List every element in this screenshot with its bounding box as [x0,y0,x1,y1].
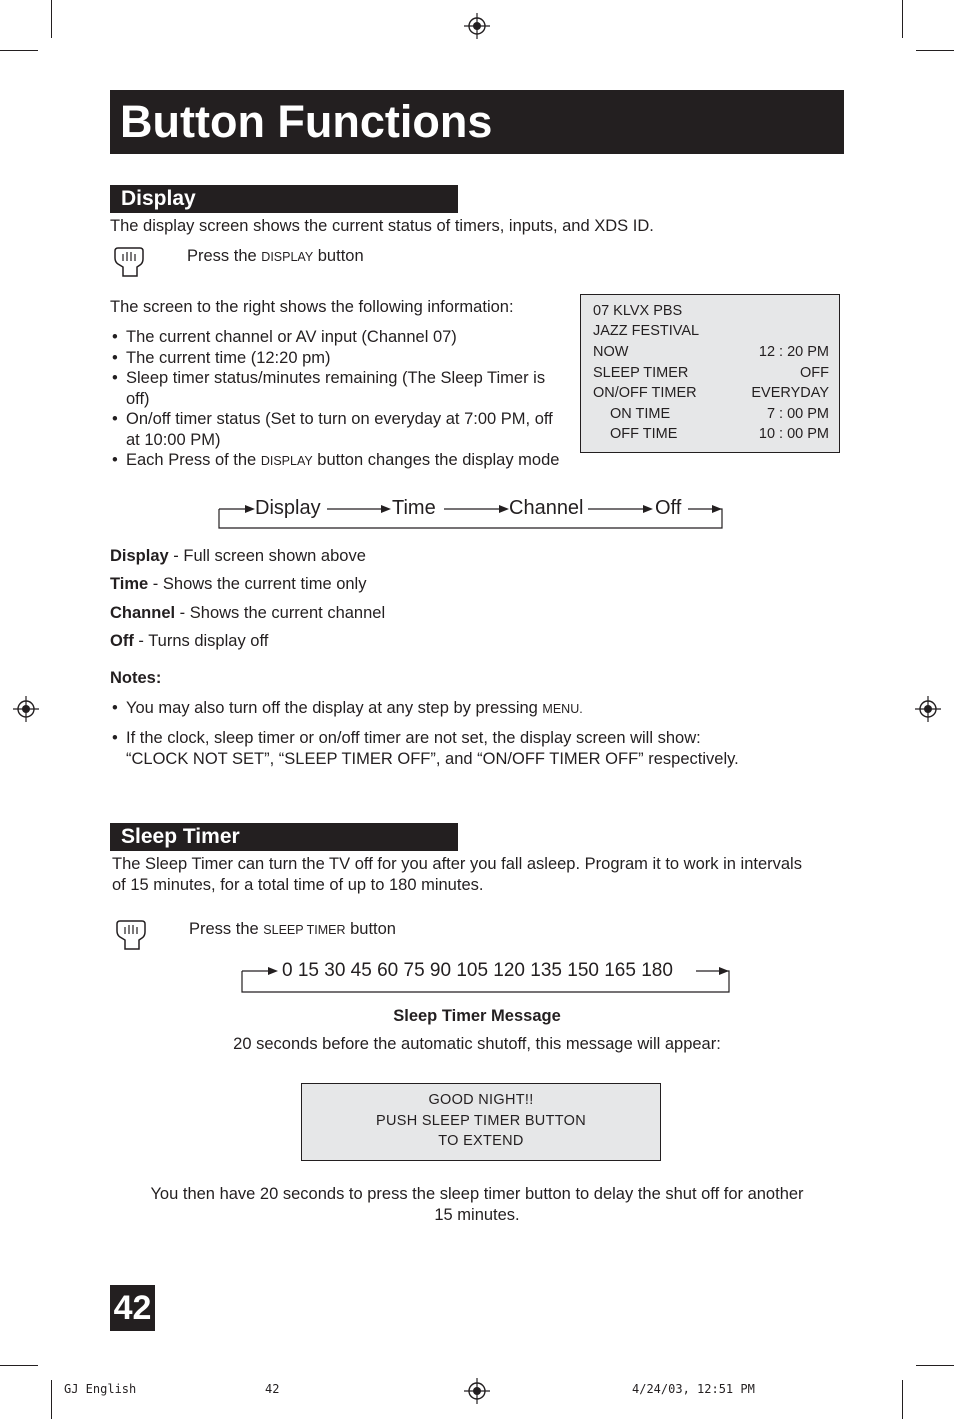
list-item: • Sleep timer status/minutes remaining (The Sleep Timer is off) [110,368,562,409]
list-item: • The current time (12:20 pm) [110,348,562,369]
cycle-step-channel: Channel [509,497,584,519]
sleep-closing-line: You then have 20 seconds to press the sleep timer button to delay the shut off for another [150,1185,804,1203]
screen-channel-line: 07 KLVX PBS [593,303,683,319]
page-number: 42 [113,1289,152,1327]
page-number-badge [110,1285,155,1331]
section-heading-display [110,185,458,213]
definition-item: Display - Full screen shown above [110,547,366,565]
list-item: • If the clock, sleep timer or on/off timer are not set, the display screen will show: “CLOCK NOT SET”, “SLEEP TIMER OFF”, and “ON/OFF TIMER OFF” respectively. [110,728,830,769]
crop-mark [902,0,903,38]
message-line: GOOD NIGHT!! [428,1092,534,1108]
crop-mark [51,0,52,38]
registration-mark-icon [915,696,941,722]
slug-date: 4/24/03, 12:51 PM [632,1382,755,1396]
definition-item: Time - Shows the current time only [110,575,367,593]
registration-mark-icon [13,696,39,722]
hand-press-icon [111,245,147,279]
notes-heading: Notes: [110,669,162,687]
sleep-interval-sequence: 0 15 30 45 60 75 90 105 120 135 150 165 180 [282,960,673,981]
page-title: Button Functions [120,96,493,147]
screen-program-line: JAZZ FESTIVAL [593,323,700,339]
hand-press-icon [113,918,149,952]
definition-item: Channel - Shows the current channel [110,604,386,622]
crop-mark [0,50,38,51]
list-item: • Each Press of the DISPLAY button changes the display mode [110,450,562,472]
message-line: TO EXTEND [438,1133,524,1149]
screen-row: ON/OFF TIMER EVERYDAY [593,385,829,401]
sleep-press-instruction: Press the SLEEP TIMER button [189,920,396,938]
cycle-step-display: Display [255,497,321,519]
crop-mark [902,1380,903,1419]
display-screen-preview [580,294,840,453]
list-item: • On/off timer status (Set to turn on everyday at 7:00 PM, off at 10:00 PM) [110,409,562,450]
sleep-message-heading: Sleep Timer Message [393,1007,561,1025]
page-title-bar [110,90,844,154]
crop-mark [916,50,954,51]
cycle-step-off: Off [655,497,682,519]
display-info-list [110,327,562,472]
crop-mark [0,1365,38,1366]
notes-list [110,728,830,769]
notes-list [110,698,830,720]
registration-mark-icon [464,1378,490,1404]
screen-intro: The screen to the right shows the following information: [110,298,514,316]
sleep-message-intro: 20 seconds before the automatic shutoff, this message will appear: [233,1035,721,1053]
slug-filename: GJ English [64,1382,137,1396]
sleep-message-screen [301,1083,661,1161]
message-line: PUSH SLEEP TIMER BUTTON [376,1113,586,1129]
section-heading-sleep-timer [110,823,458,851]
screen-row: OFF TIME 10 : 00 PM [610,426,829,442]
display-press-instruction: Press the DISPLAY button [187,247,364,265]
screen-row: SLEEP TIMER OFF [593,365,829,381]
definition-item: Off - Turns display off [110,632,269,650]
section-heading-text: Display [121,187,196,210]
crop-mark [51,1380,52,1419]
list-item: • You may also turn off the display at any step by pressing MENU. [110,698,830,720]
cycle-step-time: Time [392,497,436,519]
slug-page: 42 [265,1382,280,1396]
screen-row: NOW 12 : 20 PM [593,344,829,360]
sleep-intro-line: of 15 minutes, for a total time of up to 180 minutes. [112,876,484,894]
crop-mark [916,1365,954,1366]
list-item: • The current channel or AV input (Channel 07) [110,327,562,348]
sleep-intro-line: The Sleep Timer can turn the TV off for you after you fall asleep. Program it to work in intervals [112,855,802,873]
display-intro: The display screen shows the current status of timers, inputs, and XDS ID. [110,217,654,235]
section-heading-text: Sleep Timer [121,825,240,848]
screen-row: ON TIME 7 : 00 PM [610,406,829,422]
sleep-closing-line: 15 minutes. [434,1206,520,1224]
registration-mark-icon [464,13,490,39]
